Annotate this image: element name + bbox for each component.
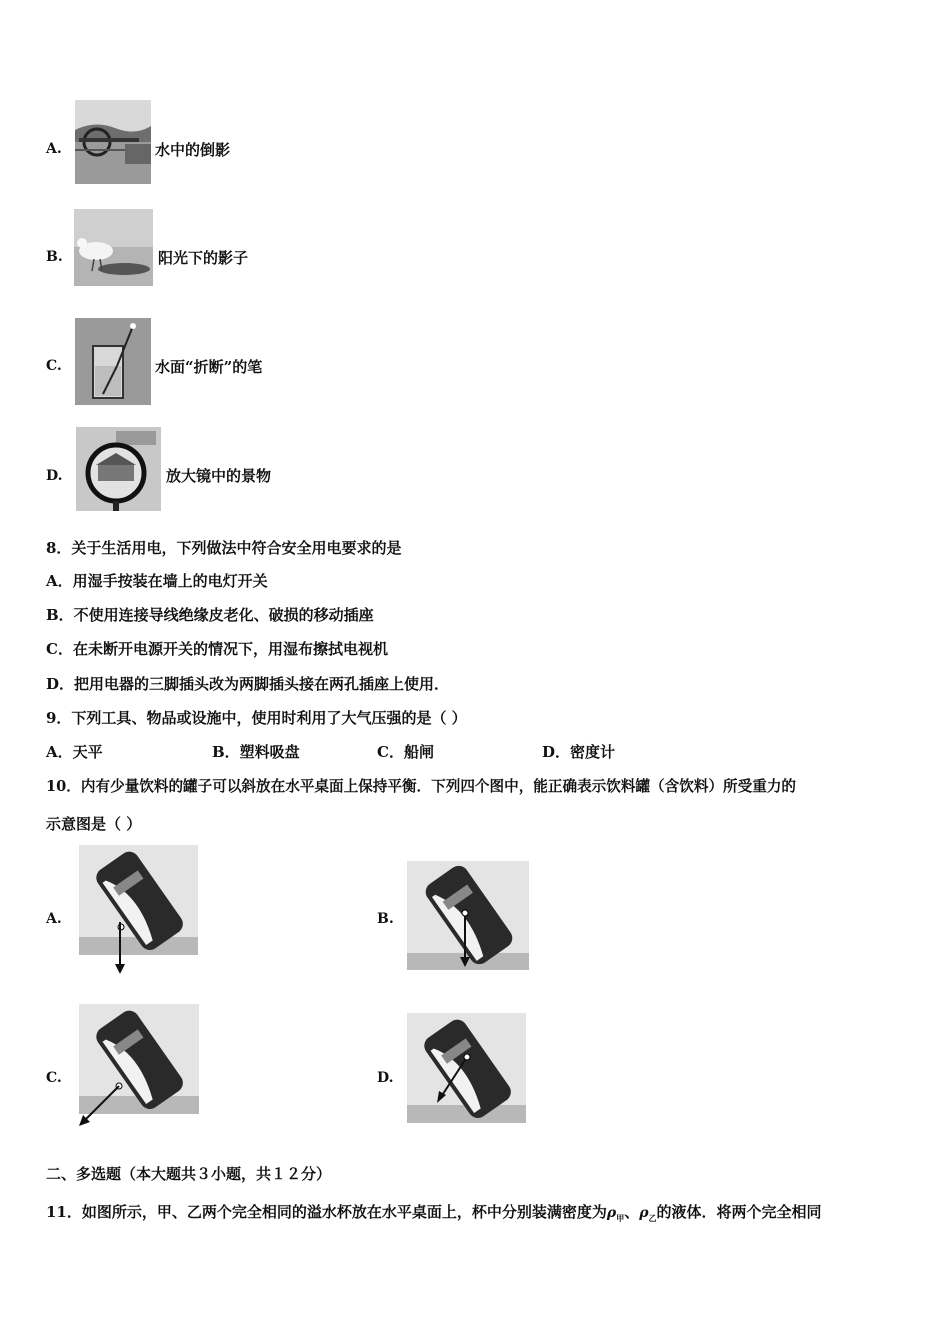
- option-c: C．在未断开电源开关的情况下，用湿布擦拭电视机: [46, 640, 388, 658]
- option-text: 水中的倒影: [155, 141, 231, 159]
- option-d: D．把用电器的三脚插头改为两脚插头接在两孔插座上使用．: [46, 675, 450, 693]
- gravity-arrow-c: [75, 1080, 125, 1130]
- rho-subscript: 甲: [616, 1212, 625, 1223]
- question-stem-part1: 11．如图所示，甲、乙两个完全相同的溢水杯放在水平桌面上，杯中分别装满密度为: [46, 1203, 607, 1221]
- option-letter: B.: [377, 911, 394, 927]
- option-a: A．天平: [46, 743, 103, 761]
- rho-symbol: ρ: [639, 1205, 649, 1221]
- option-text: 放大镜中的景物: [166, 467, 272, 485]
- question-11: [46, 1202, 822, 1228]
- can-diagram-a: [79, 845, 198, 955]
- can-diagram-b: [407, 861, 529, 970]
- option-letter: A.: [46, 141, 62, 157]
- gravity-arrow-a: [110, 920, 130, 976]
- rho-jia: [607, 1205, 624, 1221]
- question-stem-line1: 10．内有少量饮料的罐子可以斜放在水平桌面上保持平衡．下列四个图中，能正确表示饮料罐（含饮料）所受重力的: [46, 778, 797, 795]
- option-a: A．用湿手按装在墙上的电灯开关: [46, 572, 268, 590]
- option-c: C．船闸: [377, 743, 434, 761]
- option-letter: A.: [46, 911, 62, 927]
- option-text: 阳光下的影子: [158, 249, 249, 267]
- option-b: B．不使用连接导线绝缘皮老化、破损的移动插座: [46, 606, 374, 624]
- question-stem: 9．下列工具、物品或设施中，使用时利用了大气压强的是（ ）: [46, 709, 467, 727]
- option-letter: C.: [46, 1070, 62, 1086]
- option-letter: D.: [46, 468, 63, 484]
- option-d: D．密度计: [542, 743, 616, 761]
- question-stem: 8．关于生活用电，下列做法中符合安全用电要求的是: [46, 539, 402, 557]
- glass-pen-photo: [75, 318, 151, 405]
- can-diagram-d: [407, 1013, 526, 1123]
- option-b: B．塑料吸盘: [212, 743, 300, 761]
- question-stem-line2: 示意图是（ ）: [46, 815, 142, 833]
- separator: 、: [624, 1203, 640, 1221]
- option-letter: D.: [377, 1070, 394, 1086]
- option-text: 水面“折断”的笔: [155, 358, 263, 376]
- option-letter: B.: [46, 249, 63, 265]
- water-reflection-photo: [75, 100, 151, 184]
- question-stem-part2: 的液体．将两个完全相同: [656, 1203, 822, 1221]
- rho-symbol: ρ: [606, 1205, 617, 1221]
- magnifier-photo: [76, 427, 161, 511]
- section-title: 二、多选题（本大题共３小题，共１２分）: [46, 1165, 332, 1183]
- rho-yi: [639, 1205, 656, 1221]
- option-letter: C.: [46, 358, 62, 374]
- rho-subscript: 乙: [648, 1212, 657, 1223]
- bird-shadow-photo: [74, 209, 153, 286]
